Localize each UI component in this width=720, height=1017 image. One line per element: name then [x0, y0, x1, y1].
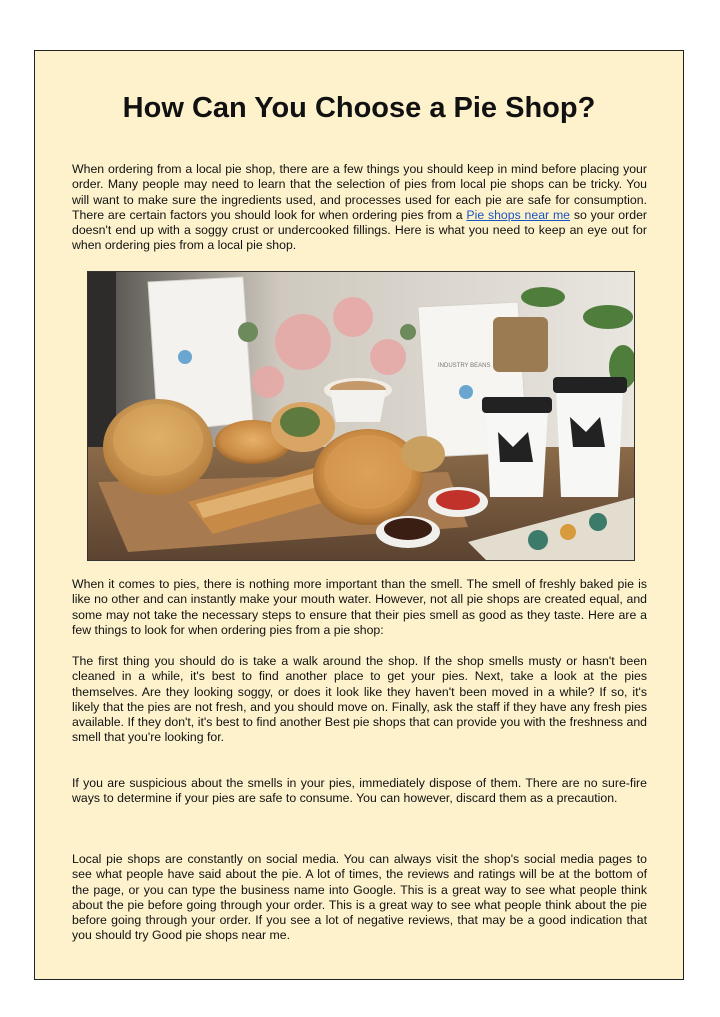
intro-paragraph: [72, 162, 647, 254]
document-page: [34, 50, 684, 980]
pie-shops-near-me-link[interactable]: Pie shops near me: [466, 207, 571, 222]
paragraph-suspicious: If you are suspicious about the smells in your pies, immediately dispose of them. There are no sure-fire ways to determine if your pies are safe to consume. You can however, discard them as a precaution.: [72, 776, 647, 806]
intro-text-before-link: When ordering from a local pie shop, there are a few things you should keep in mind before placing your order. Many people may need to learn that the selection of pies from local pie shops can be tricky. You will want to make sure the ingredients used, and processes used for each pie are safe for consumption. There are certain factors you should look for when ordering pies from a: [72, 162, 647, 222]
pies-and-coffee-photo: [87, 271, 635, 561]
paragraph-social-media: Local pie shops are constantly on social media. You can always visit the shop's social media pages to see what people have said about the pie. A lot of times, the reviews and ratings will be at the bottom of the page, or you can type the business name into Google. This is a great way to see what people think about the pie before going through your order. This is a great way to see what people think about the pie before going through your order. If you see a lot of negative reviews, that may be a good indication that you should try Good pie shops near me.: [72, 852, 647, 943]
coffee-bag-label: INDUSTRY BEANS: [438, 363, 491, 369]
page-title: How Can You Choose a Pie Shop?: [122, 92, 596, 124]
paragraph-walk-around: The first thing you should do is take a walk around the shop. If the shop smells musty or hasn't been cleaned in a while, it's best to find another place to get your pies. Next, take a look at the pies themselves. Are they looking soggy, or does it look like they haven't been moved in a while? If so, it's likely that the pies are not fresh, and you should move on. Finally, ask the staff if they have any fresh pies available. If they don't, it's best to find another Best pie shops that can provide you with the freshness and smell that you're looking for.: [72, 654, 647, 745]
paragraph-smell: When it comes to pies, there is nothing more important than the smell. The smell of freshly baked pie is like no other and can instantly make your mouth water. However, not all pie shops are created equal, and some may not take the necessary steps to ensure that their pies smell as good as they taste. Here are a few things to look for when ordering pies from a pie shop:: [72, 577, 647, 637]
intro-text-after-link: so your order doesn't end up with a soggy crust or undercooked fillings. Here is what you need to keep an eye out for when ordering pies from a local pie shop.: [72, 207, 648, 253]
